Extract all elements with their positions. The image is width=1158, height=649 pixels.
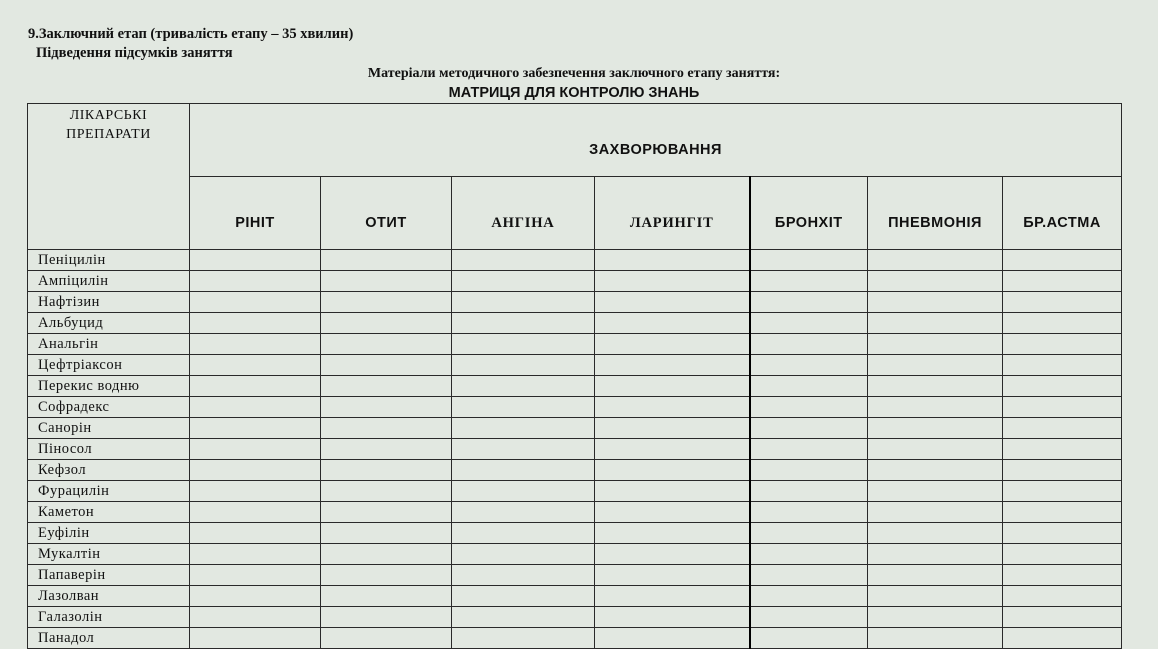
table-row [28,502,1122,523]
answer-cell[interactable] [190,397,321,418]
disease-header: ПНЕВМОНІЯ [868,177,1003,250]
answer-cell[interactable] [1003,355,1122,376]
answer-cell[interactable] [750,313,868,334]
answer-cell[interactable] [452,313,595,334]
drug-name-cell: Анальгін [28,334,190,355]
answer-cell[interactable] [868,250,1003,271]
answer-cell[interactable] [321,628,452,649]
answer-cell[interactable] [868,355,1003,376]
answer-cell[interactable] [190,376,321,397]
drug-name-cell: Каметон [28,502,190,523]
drug-name-cell: Перекис водню [28,376,190,397]
disease-header: ЛАРИНГІТ [595,177,750,250]
answer-cell[interactable] [868,565,1003,586]
answer-cell[interactable] [595,271,750,292]
answer-cell[interactable] [868,439,1003,460]
drug-name-cell: Фурацилін [28,481,190,502]
table-row [28,586,1122,607]
answer-cell[interactable] [452,439,595,460]
answer-cell[interactable] [321,355,452,376]
answer-cell[interactable] [190,523,321,544]
table-row [28,460,1122,481]
answer-cell[interactable] [1003,481,1122,502]
answer-cell[interactable] [1003,502,1122,523]
answer-cell[interactable] [321,313,452,334]
table-row [28,355,1122,376]
answer-cell[interactable] [750,460,868,481]
answer-cell[interactable] [1003,460,1122,481]
answer-cell[interactable] [868,397,1003,418]
answer-cell[interactable] [190,628,321,649]
drug-name-cell: Пеніцилін [28,250,190,271]
stage-heading: 9.Заключний етап (тривалість етапу – 35 хвилин) [28,26,354,42]
drug-name-cell: Піносол [28,439,190,460]
answer-cell[interactable] [868,376,1003,397]
drugs-header-line2: ПРЕПАРАТИ [66,127,151,142]
answer-cell[interactable] [452,544,595,565]
answer-cell[interactable] [750,628,868,649]
answer-cell[interactable] [750,523,868,544]
answer-cell[interactable] [1003,523,1122,544]
disease-header: БРОНХІТ [750,177,868,250]
answer-cell[interactable] [452,502,595,523]
answer-cell[interactable] [321,523,452,544]
table-row [28,523,1122,544]
answer-cell[interactable] [595,439,750,460]
answer-cell[interactable] [595,313,750,334]
table-row [28,565,1122,586]
answer-cell[interactable] [190,502,321,523]
answer-cell[interactable] [750,439,868,460]
answer-cell[interactable] [190,292,321,313]
drug-name-cell: Еуфілін [28,523,190,544]
answer-cell[interactable] [595,397,750,418]
answer-cell[interactable] [452,355,595,376]
answer-cell[interactable] [452,628,595,649]
answer-cell[interactable] [321,607,452,628]
answer-cell[interactable] [452,376,595,397]
header-row-top [28,104,1122,177]
answer-cell[interactable] [595,565,750,586]
drug-name-cell: Цефтріаксон [28,355,190,376]
answer-cell[interactable] [868,481,1003,502]
table-row [28,376,1122,397]
answer-cell[interactable] [452,460,595,481]
answer-cell[interactable] [595,418,750,439]
answer-cell[interactable] [321,460,452,481]
answer-cell[interactable] [1003,376,1122,397]
answer-cell[interactable] [452,271,595,292]
answer-cell[interactable] [595,481,750,502]
header-row-diseases [28,177,1122,250]
answer-cell[interactable] [1003,271,1122,292]
answer-cell[interactable] [750,502,868,523]
answer-cell[interactable] [868,607,1003,628]
answer-cell[interactable] [321,292,452,313]
summary-heading: Підведення підсумків заняття [36,45,233,61]
answer-cell[interactable] [595,586,750,607]
answer-cell[interactable] [868,502,1003,523]
table-row [28,418,1122,439]
answer-cell[interactable] [868,292,1003,313]
answer-cell[interactable] [321,376,452,397]
answer-cell[interactable] [452,250,595,271]
answer-cell[interactable] [1003,334,1122,355]
drug-name-cell: Папаверін [28,565,190,586]
answer-cell[interactable] [190,544,321,565]
table-row [28,439,1122,460]
answer-cell[interactable] [452,292,595,313]
answer-cell[interactable] [1003,586,1122,607]
materials-subtitle: Матеріали методичного забезпечення заключного етапу заняття: [367,66,781,81]
answer-cell[interactable] [595,292,750,313]
answer-cell[interactable] [190,313,321,334]
answer-cell[interactable] [868,460,1003,481]
drug-name-cell: Кефзол [28,460,190,481]
answer-cell[interactable] [750,544,868,565]
answer-cell[interactable] [321,418,452,439]
answer-cell[interactable] [190,418,321,439]
answer-cell[interactable] [595,355,750,376]
drug-name-cell: Альбуцид [28,313,190,334]
answer-cell[interactable] [595,250,750,271]
answer-cell[interactable] [750,292,868,313]
drug-name-cell: Галазолін [28,607,190,628]
answer-cell[interactable] [868,586,1003,607]
drug-name-cell: Лазолван [28,586,190,607]
answer-cell[interactable] [1003,439,1122,460]
drug-name-cell: Мукалтін [28,544,190,565]
table-row [28,544,1122,565]
knowledge-matrix-table [27,103,1122,649]
answer-cell[interactable] [190,565,321,586]
answer-cell[interactable] [1003,607,1122,628]
table-row [28,250,1122,271]
answer-cell[interactable] [595,502,750,523]
answer-cell[interactable] [1003,397,1122,418]
answer-cell[interactable] [595,523,750,544]
answer-cell[interactable] [452,586,595,607]
answer-cell[interactable] [321,502,452,523]
answer-cell[interactable] [595,334,750,355]
drug-name-cell: Санорін [28,418,190,439]
answer-cell[interactable] [750,250,868,271]
answer-cell[interactable] [595,460,750,481]
answer-cell[interactable] [868,628,1003,649]
answer-cell[interactable] [1003,565,1122,586]
disease-header: БР.АСТМА [1003,177,1122,250]
answer-cell[interactable] [321,586,452,607]
answer-cell[interactable] [452,397,595,418]
answer-cell[interactable] [868,544,1003,565]
answer-cell[interactable] [595,607,750,628]
answer-cell[interactable] [190,481,321,502]
matrix-title: МАТРИЦЯ ДЛЯ КОНТРОЛЮ ЗНАНЬ [448,85,700,101]
drug-name-cell: Ампіцилін [28,271,190,292]
drug-name-cell: Панадол [28,628,190,649]
disease-header: ОТИТ [321,177,452,250]
answer-cell[interactable] [1003,544,1122,565]
answer-cell[interactable] [190,355,321,376]
answer-cell[interactable] [190,586,321,607]
table-row [28,481,1122,502]
table-row [28,628,1122,649]
answer-cell[interactable] [321,544,452,565]
answer-cell[interactable] [868,334,1003,355]
table-row [28,271,1122,292]
answer-cell[interactable] [190,334,321,355]
answer-cell[interactable] [750,271,868,292]
table-row [28,607,1122,628]
answer-cell[interactable] [595,376,750,397]
answer-cell[interactable] [452,565,595,586]
answer-cell[interactable] [750,418,868,439]
answer-cell[interactable] [750,334,868,355]
answer-cell[interactable] [868,418,1003,439]
diseases-group-header: ЗАХВОРЮВАННЯ [190,104,1122,177]
answer-cell[interactable] [452,334,595,355]
answer-cell[interactable] [321,439,452,460]
answer-cell[interactable] [321,250,452,271]
answer-cell[interactable] [1003,292,1122,313]
answer-cell[interactable] [190,460,321,481]
answer-cell[interactable] [750,481,868,502]
answer-cell[interactable] [750,586,868,607]
answer-cell[interactable] [321,397,452,418]
answer-cell[interactable] [1003,250,1122,271]
drugs-column-header [28,104,190,250]
answer-cell[interactable] [868,523,1003,544]
answer-cell[interactable] [750,565,868,586]
answer-cell[interactable] [750,355,868,376]
answer-cell[interactable] [750,376,868,397]
answer-cell[interactable] [1003,418,1122,439]
table-row [28,334,1122,355]
table-row [28,313,1122,334]
answer-cell[interactable] [452,607,595,628]
table-row [28,292,1122,313]
answer-cell[interactable] [868,313,1003,334]
answer-cell[interactable] [321,271,452,292]
answer-cell[interactable] [321,334,452,355]
matrix-body [28,250,1122,649]
answer-cell[interactable] [452,481,595,502]
answer-cell[interactable] [190,607,321,628]
answer-cell[interactable] [452,523,595,544]
drug-name-cell: Софрадекс [28,397,190,418]
answer-cell[interactable] [750,397,868,418]
answer-cell[interactable] [595,544,750,565]
answer-cell[interactable] [1003,628,1122,649]
answer-cell[interactable] [452,418,595,439]
answer-cell[interactable] [1003,313,1122,334]
disease-header: РІНІТ [190,177,321,250]
answer-cell[interactable] [190,250,321,271]
answer-cell[interactable] [190,439,321,460]
drug-name-cell: Нафтізин [28,292,190,313]
answer-cell[interactable] [595,628,750,649]
disease-header: АНГІНА [452,177,595,250]
drugs-header-line1: ЛІКАРСЬКІ [69,108,148,123]
answer-cell[interactable] [321,565,452,586]
answer-cell[interactable] [190,271,321,292]
table-row [28,397,1122,418]
answer-cell[interactable] [750,607,868,628]
answer-cell[interactable] [868,271,1003,292]
answer-cell[interactable] [321,481,452,502]
